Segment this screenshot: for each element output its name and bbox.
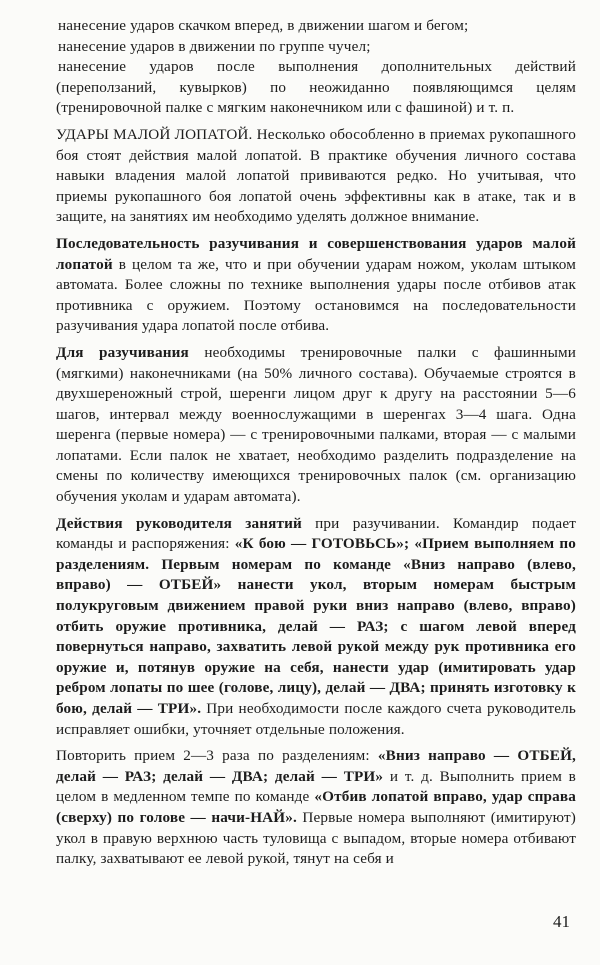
leader-paragraph bbox=[56, 514, 576, 741]
list-item: нанесение ударов после выполнения дополнительных действий (переползаний, кувырков) по неожиданно появляющимся целям (тренировочной палке с мягким наконечником или с фашиной) и т. п. bbox=[56, 58, 576, 117]
repeat-text: Повторить прием 2—3 раза по разделениям: bbox=[56, 747, 370, 765]
section-heading: УДАРЫ МАЛОЙ ЛОПАТОЙ. bbox=[56, 125, 253, 143]
leader-commands: «К бою — ГОТОВЬСЬ»; «Прием выполняем по разделениям. Первым номерам по команде «Вниз направо (влево, вправо) — ОТБЕЙ» нанести укол, вторым номерам быстрым полукруговым движением правой руки вниз направо (влево, вправо) отбить оружие противника, делай — РАЗ; с шагом левой вперед повернуться направо, захватить левой рукой между рук противника его оружие и, потянув оружие на себя, нанести удар (имитировать удар ребром лопаты по шее (голове, лицу), делай — ДВА; принять изготовку к бою, делай — ТРИ». bbox=[56, 535, 577, 717]
leader-text-end: При необходимости после каждого счета руководитель исправляет ошибки, уточняет отдельные положения. bbox=[56, 700, 576, 738]
list-item: нанесение ударов в движении по группе чучел; bbox=[58, 37, 371, 55]
sequence-text: в целом та же, что и при обучении ударам ножом, уколам штыком автомата. Более сложны по технике выполнения удары после отбивов атак противника с оружием. Поэтому остановимся на последовательности разучивания удара лопатой после отбива. bbox=[56, 255, 577, 335]
learning-paragraph bbox=[56, 343, 576, 508]
sequence-paragraph bbox=[56, 234, 576, 337]
repeat-text-2: и т. д. Выполнить прием в целом в медленном темпе по команде bbox=[56, 767, 576, 806]
learning-heading: Для разучивания bbox=[56, 343, 189, 361]
repeat-command-1: «Вниз направо — ОТБЕЙ, делай — РАЗ; делай — ДВА; делай — ТРИ» bbox=[56, 747, 576, 785]
page-body bbox=[56, 16, 576, 870]
section-paragraph bbox=[56, 125, 576, 228]
page-number: 41 bbox=[553, 912, 570, 931]
repeat-paragraph bbox=[56, 746, 576, 870]
leader-heading: Действия руководителя занятий bbox=[56, 514, 302, 532]
repeat-command-2: «Отбив лопатой вправо, удар справа (сверху) по голове — начи-НАЙ». bbox=[56, 788, 576, 826]
section-text: Несколько обособленно в приемах рукопашного боя стоят действия малой лопатой. В практике обучения личного состава навыки владения малой лопатой прививаются редко. Но учитывая, что приемы рукопашного боя лопатой очень эффективны как в атаке, так и в защите, на занятиях им необходимо уделять должное внимание. bbox=[56, 125, 576, 226]
list-item: нанесение ударов скачком вперед, в движении шагом и бегом; bbox=[58, 17, 469, 34]
learning-text: необходимы тренировочные палки с фашинными (мягкими) наконечниками (на 50% личного состава). Обучаемые строятся в двухшереножный строй, шеренги лицом друг к другу на расстоянии 5—6 шагов, интервал между военнослужащими в шеренгах 3—4 шага. Одна шеренга (первые номера) — с тренировочными палками, вторая — с малыми лопатами. Если палок не хватает, необходимо разделить подразделение на смены по количеству имеющихся тренировочных палок (см. организацию обучения уколам и ударам автомата). bbox=[56, 343, 576, 506]
leader-text: при разучивании. Командир подает команды и распоряжения: bbox=[56, 514, 576, 553]
sequence-heading: Последовательность разучивания и совершенствования ударов малой лопатой bbox=[56, 234, 576, 273]
repeat-text-3: Первые номера выполняют (имитируют) укол в правую верхнюю часть туловища с выпадом, вторые номера отбивают палку, захватывают ее левой рукой, тянут на себя и bbox=[56, 808, 576, 868]
